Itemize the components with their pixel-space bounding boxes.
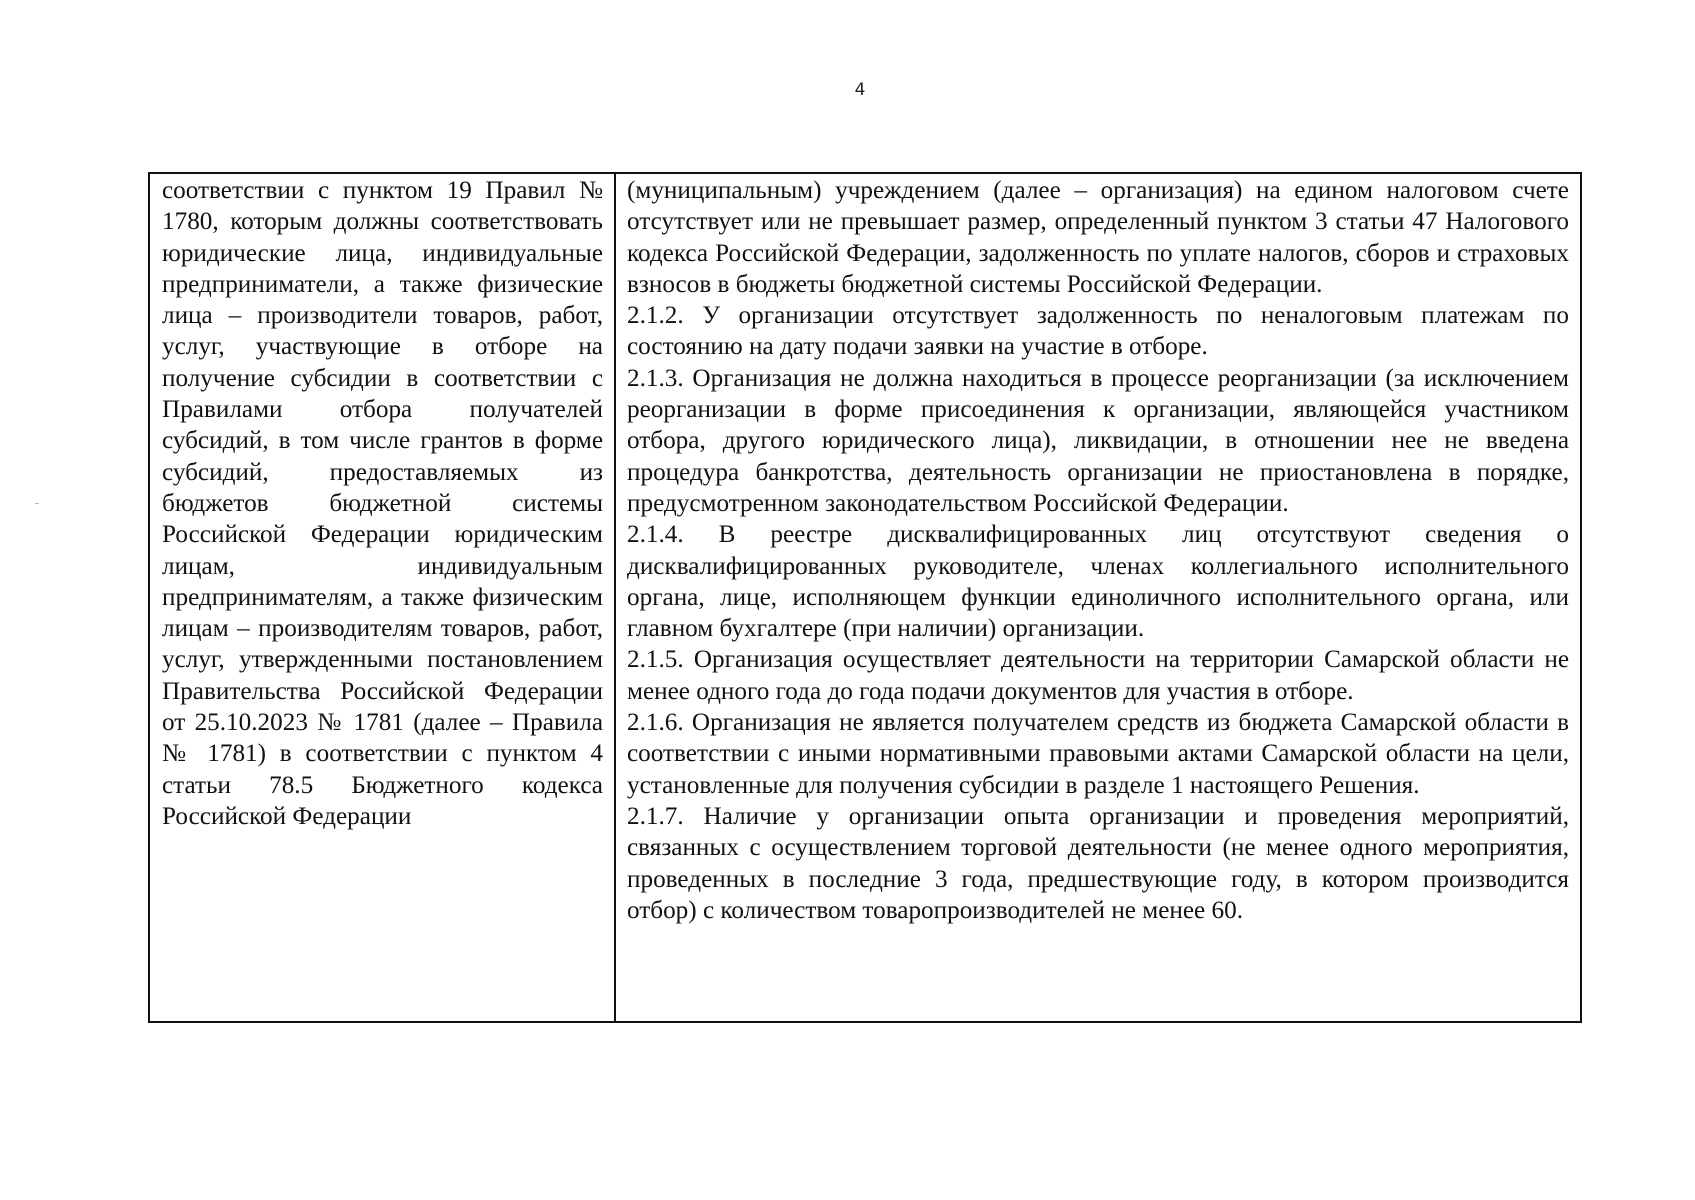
paragraph-2-1-7: 2.1.7. Наличие у организации опыта организации и проведения мероприятий, связанных с осуществлением торговой деятельности (не менее одного мероприятия, проведенных в последние 3 года, предшествующие году, в котором производится отбор) с количеством товаропроизводителей не менее 60. xyxy=(627,802,1569,924)
document-table xyxy=(148,172,1582,1023)
paragraph-continuation: (муниципальным) учреждением (далее – организация) на едином налоговом счете отсутствует или не превышает размер, определенный пунктом 3 статьи 47 Налогового кодекса Российской Федерации, задолженность по уплате налогов, сборов и страховых взносов в бюджеты бюджетной системы Российской Федерации. xyxy=(627,177,1569,298)
left-cell-text: соответствии с пунктом 19 Правил № 1780, которым должны соответствовать юридические лица, индивидуальные предприниматели, а также физические лица – производители товаров, работ, услуг, участвующие в отборе на получение субсидии в соответствии с Правилами отбора получателей субсидий, в том числе грантов в форме субсидий, предоставляемых из бюджетов бюджетной системы Российской Федерации юридическим лицам, индивидуальным предпринимателям, а также физическим лицам – производителям товаров, работ, услуг, утвержденными постановлением Правительства Российской Федерации от 25.10.2023 № 1781 (далее – Правила № 1781) в соответствии с пунктом 4 статьи 78.5 Бюджетного кодекса Российской Федерации xyxy=(162,177,603,830)
paragraph-2-1-2: 2.1.2. У организации отсутствует задолженность по неналоговым платежам по состоянию на дату подачи заявки на участие в отборе. xyxy=(627,302,1569,361)
table-cell-right xyxy=(616,174,1580,1021)
paragraph-2-1-4: 2.1.4. В реестре дисквалифицированных лиц отсутствуют сведения о дисквалифицированных руководителе, членах коллегиального исполнительного органа, лице, исполняющем функции единоличного исполнительного органа, или главном бухгалтере (при наличии) организации. xyxy=(627,521,1569,643)
scan-speck xyxy=(35,503,39,504)
paragraph-2-1-5: 2.1.5. Организация осуществляет деятельности на территории Самарской области не менее одного года до года подачи документов для участия в отборе. xyxy=(627,646,1569,705)
paragraph-2-1-3: 2.1.3. Организация не должна находиться в процессе реорганизации (за исключением реорганизации в форме присоединения к организации, являющейся участником отбора, другого юридического лица), ликвидации, в отношении нее не введена процедура банкротства, деятельность организации не приостановлена в порядке, предусмотренном законодательством Российской Федерации. xyxy=(627,364,1569,517)
paragraph-2-1-6: 2.1.6. Организация не является получателем средств из бюджета Самарской области в соответствии с иными нормативными правовыми актами Самарской области на цели, установленные для получения субсидии в разделе 1 настоящего Решения. xyxy=(627,709,1569,799)
page-number: 4 xyxy=(854,80,866,100)
table-cell-left xyxy=(150,174,616,1021)
